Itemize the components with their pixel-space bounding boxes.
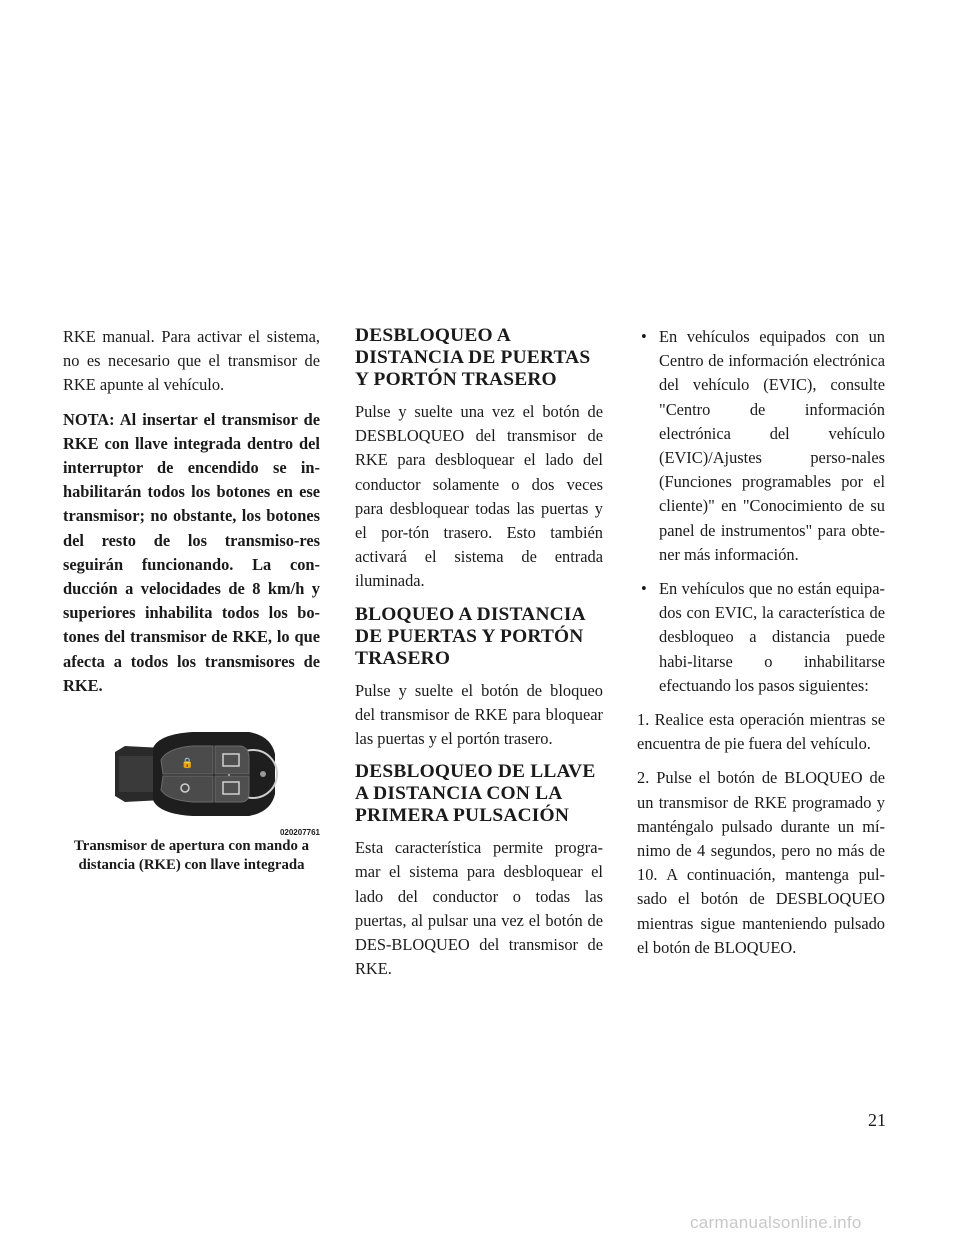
paragraph-first-press: Esta característica permite progra-mar el sistema para desbloquear el lado del conductor o todas las puertas, al pulsar una vez el botón de DES-BLOQUEO del transmisor de RKE. <box>355 838 603 979</box>
heading-unlock: DESBLOQUEO A DISTANCIA DE PUERTAS Y PORTÓN TRASERO <box>355 325 591 390</box>
paragraph-unlock: Pulse y suelte una vez el botón de DESBLOQUEO del transmisor de RKE para desbloquear el lado del conductor solamente o dos veces para desbloquear todas las puertas y el por-tón trasero. Esto también activará el sistema de entrada iluminada. <box>355 402 603 591</box>
list-item: • En vehículos equipados con un Centro de información electrónica del vehículo (EVIC), consulte "Centro de información electrónica del vehículo (EVIC)/Ajustes perso-nales (Funciones programables por el cliente)" en "Conocimiento de su panel de instrumentos" para obte-ner más información. <box>637 325 885 567</box>
svg-text:🔒: 🔒 <box>181 758 194 770</box>
paragraph-lock: Pulse y suelte el botón de bloqueo del transmisor de RKE para bloquear las puertas y el portón trasero. <box>355 680 603 749</box>
section-first-press <box>355 761 603 981</box>
column-left <box>63 325 320 875</box>
step-item: 2. Pulse el botón de BLOQUEO de un transmisor de RKE programado y manténgalo pulsado durante un mí-nimo de 4 segundos, pero no más de 10. A continuación, mantenga pul-sado el botón de DESBLOQUEO mientras sigue manteniendo pulsado el botón de BLOQUEO. <box>637 768 885 957</box>
column-middle <box>355 325 603 991</box>
column-right <box>637 325 885 970</box>
heading-first-press: DESBLOQUEO DE LLAVE A DISTANCIA CON LA PRIMERA PULSACIÓN <box>355 761 596 827</box>
watermark: carmanualsonline.info <box>690 1213 862 1232</box>
rke-key-figure <box>63 724 320 838</box>
heading-lock: BLOQUEO A DISTANCIA DE PUERTAS Y PORTÓN TRASERO <box>355 603 585 669</box>
figure-code: 020207761 <box>279 828 320 838</box>
section-unlock <box>355 325 603 594</box>
page-number: 21 <box>868 1110 886 1130</box>
rke-key-fob-icon <box>63 724 320 824</box>
list-item: • En vehículos que no están equipa-dos con EVIC, la característica de desbloqueo a distancia puede habi-litarse o inhabilitarse efectuando los pasos siguientes: <box>637 577 885 698</box>
figure-caption: Transmisor de apertura con mando a distancia (RKE) con llave integrada <box>74 838 309 874</box>
bullet-list <box>637 325 885 698</box>
note-paragraph: NOTA: Al insertar el transmisor de RKE con llave integrada dentro del interruptor de encendido se in-habilitarán todos los botones en ese transmisor; no obstante, los botones del resto de los transmiso-res seguirán funcionando. La con-ducción a velocidades de 8 km/h y superiores inhabilita todos los bo-tones del transmisor de RKE, lo que afecta a todos los transmisores de RKE. <box>63 409 320 695</box>
step-item: 1. Realice esta operación mientras se encuentra de pie fuera del vehículo. <box>637 710 885 754</box>
section-lock <box>355 604 603 752</box>
paragraph-intro: RKE manual. Para activar el sistema, no es necesario que el transmisor de RKE apunte al vehículo. <box>63 327 320 395</box>
